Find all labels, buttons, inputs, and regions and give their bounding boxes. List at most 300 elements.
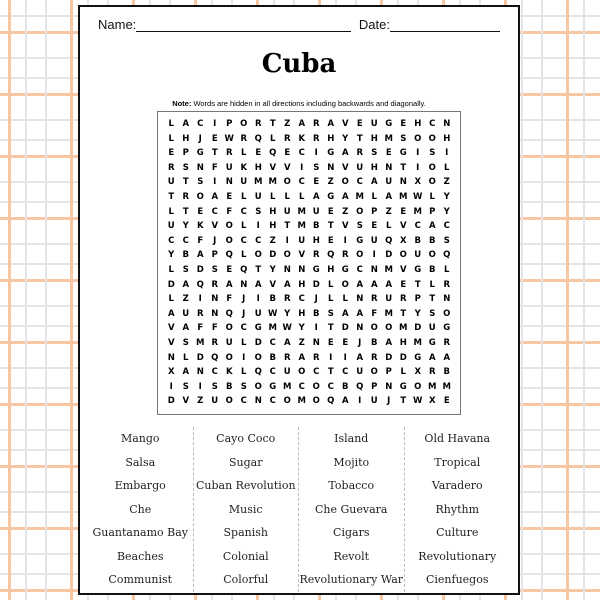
grid-letter: J (358, 337, 362, 348)
grid-letter: M (268, 177, 277, 188)
grid-letter: R (167, 162, 175, 173)
grid-letter: M (297, 396, 306, 407)
grid-letter: H (298, 279, 306, 290)
grid-letter: T (400, 162, 407, 173)
grid-letter: U (298, 235, 306, 246)
grid-letter: I (372, 250, 376, 261)
grid-letter: T (327, 323, 334, 334)
grid-letter: B (313, 221, 320, 232)
grid-letter: D (269, 250, 277, 261)
grid-letter: Q (196, 279, 204, 290)
grid-letter: G (254, 323, 262, 334)
grid-letter: H (370, 133, 378, 144)
grid-letter: R (370, 352, 378, 363)
grid-letter: T (327, 221, 334, 232)
grid-letter: B (269, 352, 276, 363)
grid-letter: A (356, 352, 364, 363)
grid-letter: O (370, 367, 378, 378)
grid-letter: E (327, 337, 334, 348)
grid-letter: M (268, 323, 277, 334)
grid-letter: C (356, 264, 363, 275)
grid-letter: T (414, 279, 421, 290)
grid-letter: F (226, 294, 233, 305)
grid-letter: L (284, 191, 290, 202)
grid-letter: Y (269, 264, 276, 275)
grid-letter: A (211, 191, 219, 202)
word-item: Cuban Revolution (195, 479, 296, 492)
grid-letter: O (312, 381, 320, 392)
grid-letter: D (385, 250, 393, 261)
grid-letter: V (283, 162, 291, 173)
grid-letter: P (371, 381, 378, 392)
grid-letter: Z (182, 294, 189, 305)
grid-letter: O (356, 206, 364, 217)
grid-letter: B (182, 250, 189, 261)
grid-letter: U (356, 162, 364, 173)
grid-letter: D (312, 279, 320, 290)
grid-letter: Z (197, 396, 204, 407)
grid-letter: N (356, 323, 364, 334)
grid-letter: U (167, 177, 175, 188)
grid-letter: I (445, 148, 449, 159)
grid-letter: P (414, 294, 421, 305)
grid-letter: A (167, 308, 175, 319)
grid-letter: I (358, 396, 362, 407)
grid-letter: R (370, 294, 378, 305)
word-item: Culture (436, 526, 479, 539)
grid-letter: A (428, 352, 436, 363)
grid-letter: R (312, 250, 320, 261)
grid-letter: D (341, 323, 349, 334)
grid-letter: E (284, 148, 291, 159)
grid-letter: Q (254, 133, 262, 144)
grid-letter: N (211, 294, 219, 305)
grid-letter: X (167, 367, 175, 378)
grid-letter: Y (298, 323, 305, 334)
grid-letter: U (182, 308, 190, 319)
grid-letter: I (416, 162, 420, 173)
grid-letter: Y (284, 308, 291, 319)
grid-letter: V (298, 250, 306, 261)
name-field[interactable] (98, 17, 351, 32)
grid-letter: M (399, 191, 408, 202)
grid-letter: U (370, 235, 378, 246)
grid-letter: H (298, 308, 306, 319)
grid-letter: A (443, 352, 451, 363)
grid-letter: C (211, 367, 218, 378)
grid-letter: O (225, 221, 233, 232)
grid-letter: M (297, 206, 306, 217)
word-item: Music (228, 502, 263, 516)
grid-letter: Y (443, 191, 450, 202)
grid-letter: L (241, 191, 247, 202)
grid-letter: P (226, 119, 233, 129)
grid-letter: C (240, 323, 247, 334)
grid-letter: V (167, 337, 175, 348)
grid-letter: Q (443, 250, 451, 261)
grid-letter: I (256, 221, 260, 232)
grid-letter: O (370, 323, 378, 334)
grid-letter: X (414, 367, 422, 378)
grid-letter: L (241, 250, 247, 261)
grid-letter: L (168, 119, 174, 129)
grid-letter: P (429, 206, 436, 217)
grid-letter: A (370, 177, 378, 188)
word-item: Varadero (431, 479, 483, 492)
grid-letter: S (182, 162, 189, 173)
grid-letter: U (312, 206, 320, 217)
grid-letter: N (196, 162, 204, 173)
grid-letter: O (254, 352, 262, 363)
grid-letter: B (269, 294, 276, 305)
word-item: Cayo Coco (216, 432, 276, 445)
grid-letter: D (254, 337, 262, 348)
word-item: Old Havana (424, 432, 491, 445)
grid-letter: N (211, 308, 219, 319)
word-item: Mojito (333, 455, 370, 469)
grid-letter: G (356, 235, 364, 246)
grid-letter: Q (327, 250, 335, 261)
grid-letter: F (371, 308, 378, 319)
grid-letter: R (356, 148, 364, 159)
grid-letter: U (254, 308, 262, 319)
grid-letter: E (342, 337, 349, 348)
grid-letter: A (356, 308, 364, 319)
grid-letter: Z (342, 206, 349, 217)
grid-letter: T (400, 308, 407, 319)
grid-letter: Q (356, 381, 364, 392)
grid-letter: R (341, 250, 349, 261)
grid-letter: A (341, 148, 349, 159)
grid-letter: B (371, 337, 378, 348)
grid-letter: L (444, 264, 450, 275)
word-item: Guantanamo Bay (92, 526, 189, 539)
grid-letter: L (270, 133, 276, 144)
grid-letter: C (269, 367, 276, 378)
grid-letter: H (414, 119, 422, 129)
grid-letter: E (327, 206, 334, 217)
grid-letter: F (197, 323, 204, 334)
grid-letter: D (414, 323, 422, 334)
grid-letter: R (283, 294, 291, 305)
grid-letter: B (429, 264, 436, 275)
grid-letter: N (443, 119, 451, 129)
grid-letter: C (356, 177, 363, 188)
grid-letter: R (254, 119, 262, 129)
grid-letter: M (384, 308, 393, 319)
word-item: Sugar (229, 455, 263, 469)
grid-letter: R (283, 352, 291, 363)
word-column (88, 427, 194, 592)
grid-letter: G (399, 148, 407, 159)
word-item: Che (129, 502, 152, 516)
grid-letter: D (399, 352, 407, 363)
grid-letter: L (168, 206, 174, 217)
grid-letter: S (255, 206, 262, 217)
grid-letter: O (240, 119, 248, 129)
grid-letter: Z (443, 177, 450, 188)
grid-letter: C (342, 367, 349, 378)
grid-letter: G (428, 337, 436, 348)
grid-letter: M (384, 133, 393, 144)
grid-letter: S (313, 162, 320, 173)
grid-letter: O (225, 235, 233, 246)
grid-letter: S (240, 381, 247, 392)
grid-letter: U (167, 221, 175, 232)
grid-letter: V (211, 221, 219, 232)
grid-letter: U (370, 119, 378, 129)
grid-letter: R (211, 279, 219, 290)
grid-letter: I (169, 381, 173, 392)
grid-letter: L (299, 191, 305, 202)
grid-letter: N (312, 337, 320, 348)
word-item: Beaches (116, 549, 164, 563)
grid-letter: M (399, 323, 408, 334)
grid-letter: E (371, 221, 378, 232)
grid-letter: T (400, 396, 407, 407)
date-label: Date: (358, 17, 390, 32)
grid-letter: D (167, 279, 175, 290)
grid-letter: G (414, 352, 422, 363)
grid-letter: Q (225, 308, 233, 319)
grid-letter: S (400, 133, 407, 144)
word-item: Mango (120, 432, 160, 445)
grid-letter: O (428, 177, 436, 188)
note-label: Note: (172, 99, 192, 108)
grid-letter: I (256, 294, 260, 305)
grid-letter: A (182, 323, 190, 334)
grid-letter: N (298, 264, 306, 275)
grid-letter: C (168, 235, 175, 246)
grid-letter: U (225, 337, 233, 348)
grid-letter: C (298, 381, 305, 392)
grid-letter: X (399, 235, 407, 246)
grid-letter: R (312, 119, 320, 129)
grid-letter: G (341, 264, 349, 275)
word-item: Colonial (222, 549, 269, 563)
grid-letter: W (413, 191, 423, 202)
grid-letter: O (298, 367, 306, 378)
grid-letter: H (269, 206, 277, 217)
grid-letter: Z (298, 337, 305, 348)
grid-letter: I (343, 235, 347, 246)
grid-letter: N (283, 264, 291, 275)
grid-letter: V (341, 162, 349, 173)
grid-letter: N (385, 381, 393, 392)
grid-letter: C (269, 337, 276, 348)
grid-letter: F (211, 162, 218, 173)
grid-letter: X (414, 177, 422, 188)
date-line (390, 18, 500, 32)
grid-letter: S (356, 221, 363, 232)
grid-letter: V (167, 323, 175, 334)
grid-letter: C (240, 396, 247, 407)
grid-letter: A (283, 337, 291, 348)
grid-letter: G (196, 148, 204, 159)
grid-letter: C (298, 148, 305, 159)
grid-letter: C (443, 221, 450, 232)
grid-letter: U (211, 396, 219, 407)
page-title: Cuba (261, 49, 337, 79)
grid-letter: O (254, 381, 262, 392)
name-line (136, 18, 351, 32)
grid-letter: Y (414, 308, 421, 319)
grid-letter: E (356, 119, 363, 129)
grid-letter: L (328, 294, 334, 305)
grid-letter: O (341, 279, 349, 290)
grid-letter: L (342, 294, 348, 305)
grid-letter: N (240, 279, 248, 290)
grid-letter: L (328, 279, 334, 290)
grid-letter: O (385, 323, 393, 334)
grid-letter: J (242, 308, 246, 319)
grid-letter: I (198, 381, 202, 392)
grid-letter: S (443, 235, 450, 246)
grid-letter: N (370, 264, 378, 275)
grid-letter: Z (269, 235, 276, 246)
grid-letter: E (443, 396, 450, 407)
grid-letter: T (356, 133, 363, 144)
grid-letter: O (254, 250, 262, 261)
grid-letter: A (182, 279, 190, 290)
grid-letter: C (429, 119, 436, 129)
grid-letter: P (385, 367, 392, 378)
grid-letter: M (355, 191, 364, 202)
grid-letter: Y (182, 221, 189, 232)
grid-letter: I (314, 323, 318, 334)
grid-letter: A (356, 279, 364, 290)
grid-letter: W (413, 396, 423, 407)
grid-letter: B (414, 235, 421, 246)
grid-letter: T (211, 148, 218, 159)
grid-letter: V (341, 221, 349, 232)
grid-letter: I (314, 148, 318, 159)
grid-letter: Q (225, 250, 233, 261)
grid-letter: C (298, 294, 305, 305)
grid-letter: O (283, 250, 291, 261)
grid-letter: O (356, 250, 364, 261)
word-item: Communist (108, 573, 173, 586)
grid-letter: U (240, 177, 248, 188)
grid-letter: A (341, 191, 349, 202)
grid-letter: H (269, 221, 277, 232)
grid-letter: L (241, 367, 247, 378)
grid-letter: A (298, 119, 306, 129)
grid-letter: L (241, 148, 247, 159)
grid-letter: B (443, 367, 450, 378)
grid-letter: Z (327, 177, 334, 188)
grid-letter: T (255, 264, 262, 275)
grid-letter: I (198, 294, 202, 305)
grid-letter: A (182, 119, 190, 129)
grid-letter: O (283, 177, 291, 188)
grid-letter: C (240, 235, 247, 246)
word-item: Rhythm (435, 502, 480, 516)
grid-letter: A (341, 308, 349, 319)
grid-letter: L (168, 264, 174, 275)
grid-letter: N (196, 367, 204, 378)
grid-letter: O (196, 191, 204, 202)
grid-letter: L (429, 279, 435, 290)
grid-letter: R (399, 294, 407, 305)
grid-letter: U (385, 177, 393, 188)
grid-letter: E (327, 235, 334, 246)
date-field[interactable] (359, 17, 500, 32)
grid-letter: A (254, 279, 262, 290)
grid-letter: F (197, 235, 204, 246)
grid-letter: W (282, 323, 292, 334)
grid-letter: N (443, 294, 451, 305)
grid-letter: C (298, 177, 305, 188)
grid-letter: U (428, 323, 436, 334)
grid-letter: R (240, 133, 248, 144)
grid-letter: I (416, 148, 420, 159)
grid-letter: H (443, 133, 451, 144)
grid-letter: A (385, 337, 393, 348)
grid-letter: N (399, 177, 407, 188)
name-label: Name: (98, 17, 137, 32)
grid-letter: D (167, 396, 175, 407)
grid-letter: H (254, 162, 262, 173)
grid-letter: I (329, 352, 333, 363)
grid-letter: T (168, 191, 175, 202)
grid-letter: C (197, 119, 204, 129)
grid-letter: C (240, 206, 247, 217)
word-column (299, 427, 405, 592)
grid-letter: N (356, 294, 364, 305)
grid-letter: J (198, 133, 202, 144)
grid-letter: S (211, 264, 218, 275)
grid-letter: A (341, 396, 349, 407)
grid-letter: G (327, 148, 335, 159)
grid-letter: E (255, 148, 262, 159)
grid-letter: Q (254, 367, 262, 378)
grid-letter: E (385, 148, 392, 159)
word-item: Tropical (434, 455, 481, 469)
grid-letter: H (312, 235, 320, 246)
grid-letter: B (226, 381, 233, 392)
grid-letter: S (211, 381, 218, 392)
word-item: Revolutionary War (299, 573, 404, 586)
grid-letter: A (385, 279, 393, 290)
grid-letter: R (225, 148, 233, 159)
word-item: Revolutionary (418, 549, 497, 563)
worksheet-page (78, 5, 520, 595)
grid-letter: G (414, 264, 422, 275)
grid-letter: V (399, 264, 407, 275)
grid-letter: I (242, 352, 246, 363)
grid-letter: O (283, 396, 291, 407)
grid-letter: O (225, 323, 233, 334)
grid-letter: R (443, 279, 451, 290)
note (80, 99, 518, 108)
note-text: Words are hidden in all directions including backwards and diagonally. (191, 99, 426, 108)
word-item: Embargo (114, 479, 166, 492)
grid-letter: U (356, 367, 364, 378)
grid-letter: U (370, 396, 378, 407)
grid-letter: O (428, 250, 436, 261)
grid-letter: V (269, 279, 277, 290)
grid-letter: S (371, 148, 378, 159)
grid-letter: X (428, 396, 436, 407)
header (98, 17, 500, 32)
grid-letter: L (168, 133, 174, 144)
grid-letter: V (399, 221, 407, 232)
grid-letter: Q (269, 148, 277, 159)
grid-letter: S (197, 177, 204, 188)
grid-letter: A (283, 279, 291, 290)
word-item: Che Guevara (315, 502, 388, 516)
